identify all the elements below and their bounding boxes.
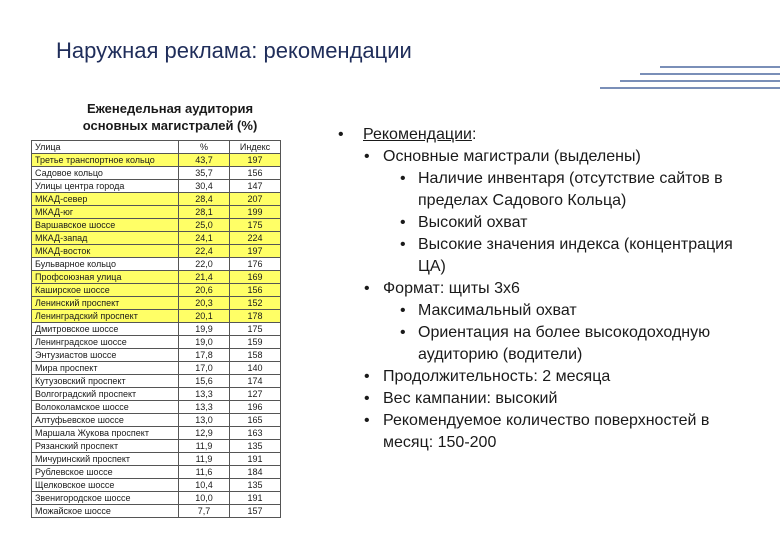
- table-row: [32, 414, 281, 427]
- cell-street: Маршала Жукова проспект: [32, 427, 179, 440]
- recommendations-heading: Рекомендации: [363, 126, 472, 143]
- cell-index: 207: [230, 193, 281, 206]
- table-row: [32, 167, 281, 180]
- table-row: [32, 349, 281, 362]
- cell-pct: 28,1: [179, 206, 230, 219]
- table-row: [32, 401, 281, 414]
- cell-pct: 11,6: [179, 466, 230, 479]
- cell-street: Дмитровское шоссе: [32, 323, 179, 336]
- table-row: [32, 336, 281, 349]
- cell-street: Мира проспект: [32, 362, 179, 375]
- decorative-stripes: [600, 66, 780, 106]
- bullet-duration: [338, 366, 758, 388]
- cell-index: 178: [230, 310, 281, 323]
- cell-pct: 11,9: [179, 440, 230, 453]
- cell-street: Алтуфьевское шоссе: [32, 414, 179, 427]
- cell-index: 158: [230, 349, 281, 362]
- index-values-text: Высокие значения индекса (концентрация ЦА): [418, 236, 733, 275]
- table-row: [32, 453, 281, 466]
- cell-index: 197: [230, 245, 281, 258]
- cell-index: 174: [230, 375, 281, 388]
- reach-text: Высокий охват: [418, 214, 528, 231]
- bullet-marker: •: [400, 236, 406, 253]
- cell-street: Улицы центра города: [32, 180, 179, 193]
- cell-street: Варшавское шоссе: [32, 219, 179, 232]
- cell-street: Звенигородское шоссе: [32, 492, 179, 505]
- table-row: [32, 362, 281, 375]
- cell-pct: 20,3: [179, 297, 230, 310]
- cell-index: 127: [230, 388, 281, 401]
- bullet-orientation: [338, 322, 758, 366]
- cell-street: Мичуринский проспект: [32, 453, 179, 466]
- bullet-marker: •: [364, 148, 370, 165]
- table-caption-line1: Еженедельная аудитория: [86, 101, 254, 116]
- table-row: [32, 375, 281, 388]
- cell-street: Волгоградский проспект: [32, 388, 179, 401]
- surfaces-text: Рекомендуемое количество поверхностей в месяц: 150-200: [383, 412, 710, 451]
- cell-index: 156: [230, 284, 281, 297]
- cell-street: МКАД-восток: [32, 245, 179, 258]
- cell-pct: 21,4: [179, 271, 230, 284]
- cell-pct: 13,3: [179, 401, 230, 414]
- audience-table: [31, 140, 281, 518]
- format-text: Формат: щиты 3х6: [383, 280, 520, 297]
- cell-street: МКАД-запад: [32, 232, 179, 245]
- max-reach-text: Максимальный охват: [418, 302, 577, 319]
- cell-pct: 25,0: [179, 219, 230, 232]
- cell-index: 169: [230, 271, 281, 284]
- bullet-marker: •: [338, 126, 344, 143]
- cell-index: 199: [230, 206, 281, 219]
- cell-pct: 17,0: [179, 362, 230, 375]
- cell-index: 196: [230, 401, 281, 414]
- cell-street: МКАД-юг: [32, 206, 179, 219]
- bullet-recommendations: [338, 124, 758, 146]
- bullet-max-reach: [338, 300, 758, 322]
- bullet-surfaces: [338, 410, 758, 454]
- cell-index: 175: [230, 219, 281, 232]
- table-row: [32, 440, 281, 453]
- cell-index: 224: [230, 232, 281, 245]
- bullet-marker: •: [400, 214, 406, 231]
- table-row: [32, 219, 281, 232]
- cell-street: Ленинградское шоссе: [32, 336, 179, 349]
- table-body: [32, 154, 281, 518]
- recommendations-heading-colon: :: [471, 126, 477, 143]
- bullet-marker: •: [400, 170, 406, 187]
- bullet-marker: •: [364, 412, 370, 429]
- cell-index: 165: [230, 414, 281, 427]
- table-row: [32, 505, 281, 518]
- table-row: [32, 154, 281, 167]
- bullet-inventory: [338, 168, 758, 212]
- cell-pct: 20,1: [179, 310, 230, 323]
- cell-index: 156: [230, 167, 281, 180]
- cell-pct: 20,6: [179, 284, 230, 297]
- bullet-marker: •: [400, 302, 406, 319]
- cell-index: 152: [230, 297, 281, 310]
- table-row: [32, 427, 281, 440]
- orientation-text: Ориентация на более высокодоходную аудиторию (водители): [418, 324, 711, 363]
- cell-index: 147: [230, 180, 281, 193]
- bullet-reach: [338, 212, 758, 234]
- bullet-marker: •: [400, 324, 406, 341]
- cell-street: Ленинградский проспект: [32, 310, 179, 323]
- slide-title: Наружная реклама: рекомендации: [56, 38, 412, 63]
- cell-street: Щелковское шоссе: [32, 479, 179, 492]
- cell-index: 191: [230, 492, 281, 505]
- table-row: [32, 284, 281, 297]
- cell-street: Рязанский проспект: [32, 440, 179, 453]
- cell-pct: 43,7: [179, 154, 230, 167]
- cell-index: 135: [230, 479, 281, 492]
- cell-index: 197: [230, 154, 281, 167]
- main-roads-text: Основные магистрали (выделены): [383, 148, 641, 165]
- cell-street: Каширское шоссе: [32, 284, 179, 297]
- cell-street: Бульварное кольцо: [32, 258, 179, 271]
- cell-pct: 24,1: [179, 232, 230, 245]
- cell-street: Кутузовский проспект: [32, 375, 179, 388]
- table-caption: [60, 100, 280, 134]
- table-row: [32, 258, 281, 271]
- table-row: [32, 271, 281, 284]
- bullet-marker: •: [364, 368, 370, 385]
- cell-pct: 10,0: [179, 492, 230, 505]
- table-row: [32, 245, 281, 258]
- table-row: [32, 310, 281, 323]
- cell-pct: 19,0: [179, 336, 230, 349]
- cell-pct: 7,7: [179, 505, 230, 518]
- cell-pct: 13,0: [179, 414, 230, 427]
- table-caption-line2: основных магистралей (%): [82, 118, 258, 133]
- table-row: [32, 479, 281, 492]
- table-row: [32, 232, 281, 245]
- cell-index: 135: [230, 440, 281, 453]
- cell-pct: 17,8: [179, 349, 230, 362]
- table-row: [32, 323, 281, 336]
- cell-street: Третье транспортное кольцо: [32, 154, 179, 167]
- cell-index: 175: [230, 323, 281, 336]
- table-header-row: [32, 141, 281, 154]
- header-street: Улица: [32, 141, 179, 154]
- bullet-main-roads: [338, 146, 758, 168]
- cell-pct: 22,4: [179, 245, 230, 258]
- recommendations-list: [338, 124, 758, 454]
- cell-index: 176: [230, 258, 281, 271]
- cell-pct: 19,9: [179, 323, 230, 336]
- bullet-index-values: [338, 234, 758, 278]
- cell-street: Энтузиастов шоссе: [32, 349, 179, 362]
- cell-street: Рублевское шоссе: [32, 466, 179, 479]
- header-index: Индекс: [230, 141, 281, 154]
- bullet-marker: •: [364, 280, 370, 297]
- cell-street: Профсоюзная улица: [32, 271, 179, 284]
- duration-text: Продолжительность: 2 месяца: [383, 368, 611, 385]
- cell-index: 159: [230, 336, 281, 349]
- cell-index: 157: [230, 505, 281, 518]
- cell-street: Ленинский проспект: [32, 297, 179, 310]
- bullet-format: [338, 278, 758, 300]
- inventory-text: Наличие инвентаря (отсутствие сайтов в пределах Садового Кольца): [418, 170, 723, 209]
- table-row: [32, 388, 281, 401]
- cell-pct: 11,9: [179, 453, 230, 466]
- cell-pct: 22,0: [179, 258, 230, 271]
- table-row: [32, 206, 281, 219]
- bullet-marker: •: [364, 390, 370, 407]
- bullet-weight: [338, 388, 758, 410]
- cell-pct: 13,3: [179, 388, 230, 401]
- cell-street: Можайское шоссе: [32, 505, 179, 518]
- cell-pct: 15,6: [179, 375, 230, 388]
- table-row: [32, 466, 281, 479]
- table-row: [32, 180, 281, 193]
- weight-text: Вес кампании: высокий: [383, 390, 558, 407]
- table-row: [32, 297, 281, 310]
- table-row: [32, 193, 281, 206]
- cell-pct: 10,4: [179, 479, 230, 492]
- cell-index: 191: [230, 453, 281, 466]
- cell-street: МКАД-север: [32, 193, 179, 206]
- header-pct: %: [179, 141, 230, 154]
- cell-pct: 12,9: [179, 427, 230, 440]
- cell-street: Волоколамское шоссе: [32, 401, 179, 414]
- cell-index: 163: [230, 427, 281, 440]
- cell-pct: 28,4: [179, 193, 230, 206]
- cell-street: Садовое кольцо: [32, 167, 179, 180]
- cell-index: 140: [230, 362, 281, 375]
- cell-pct: 35,7: [179, 167, 230, 180]
- cell-pct: 30,4: [179, 180, 230, 193]
- table-row: [32, 492, 281, 505]
- cell-index: 184: [230, 466, 281, 479]
